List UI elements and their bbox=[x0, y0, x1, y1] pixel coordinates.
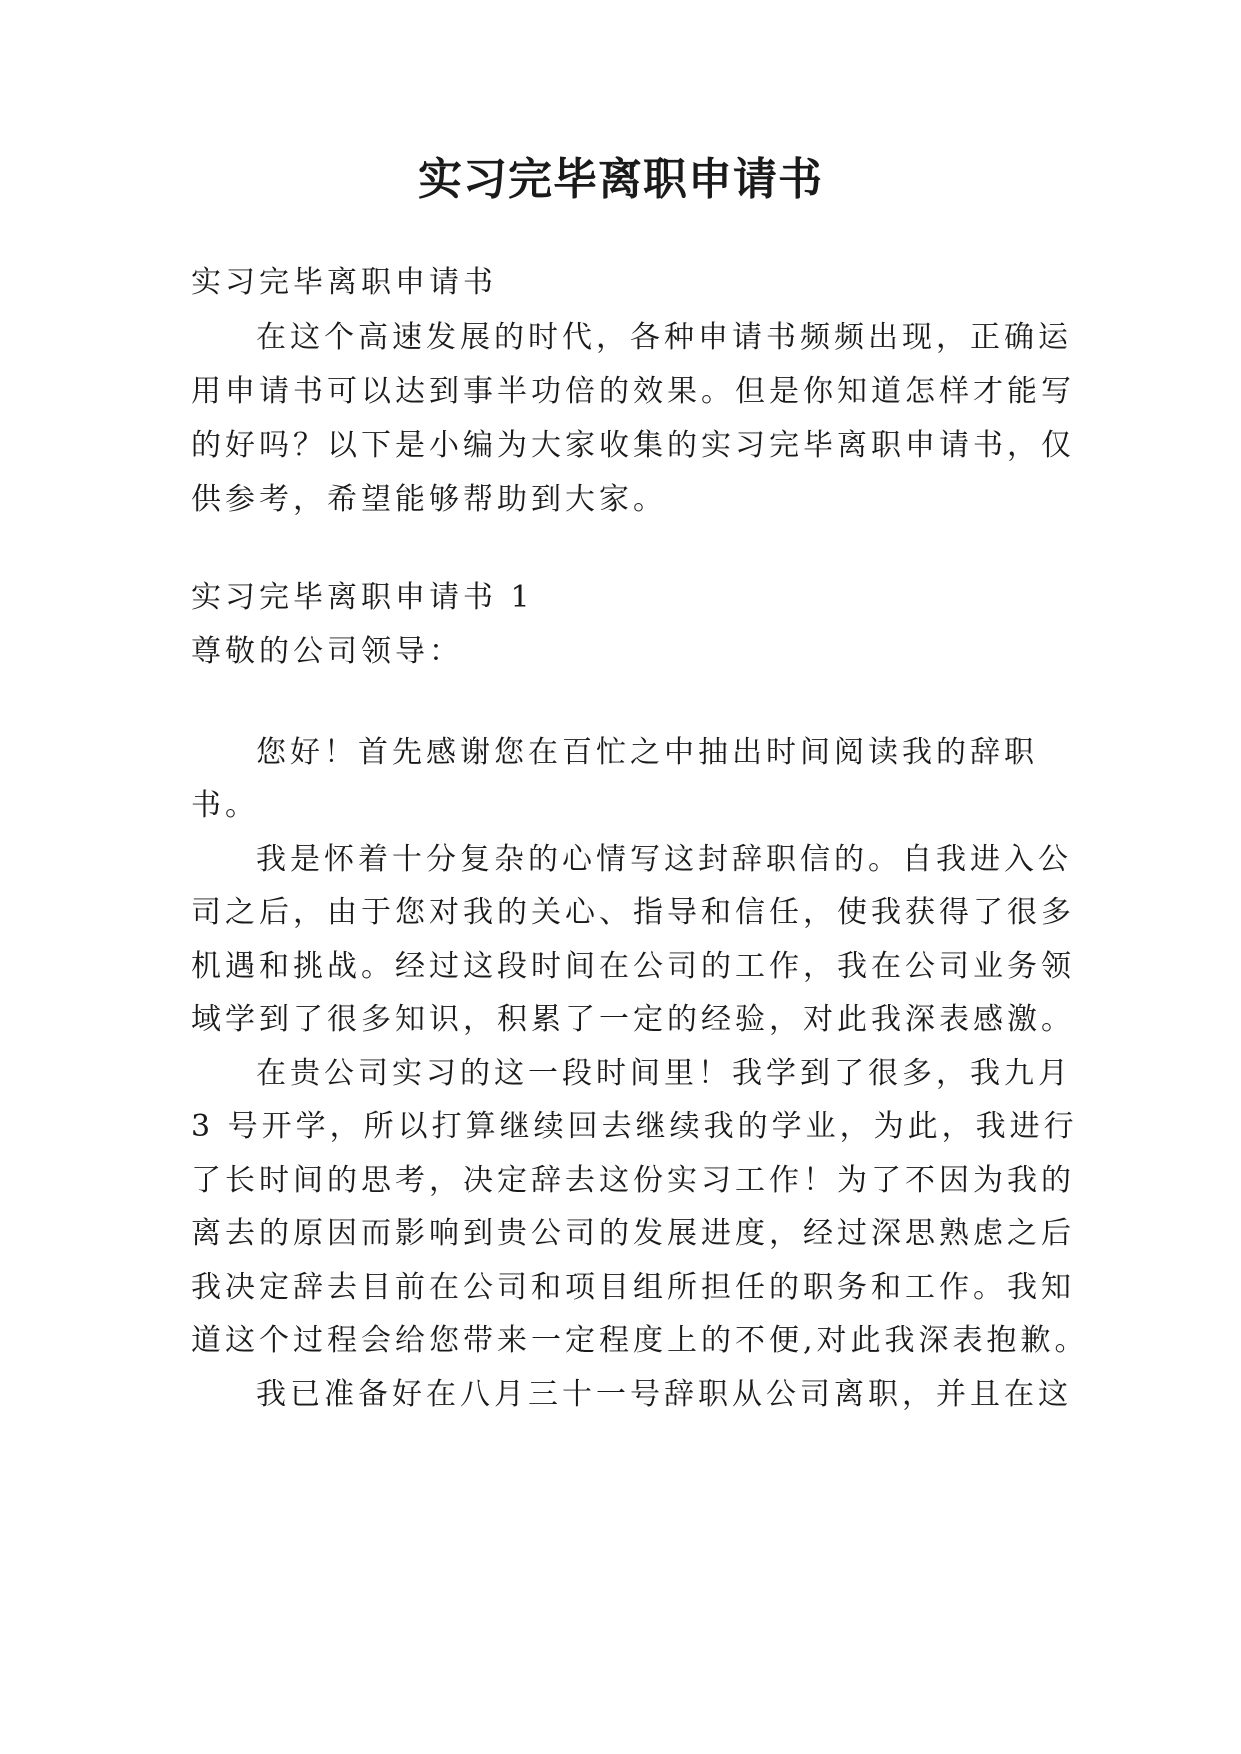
body-line: 书。 bbox=[191, 788, 259, 823]
body-line: 机遇和挑战。经过这段时间在公司的工作，我在公司业务领 bbox=[191, 949, 1075, 984]
body-line: 我已准备好在八月三十一号辞职从公司离职，并且在这 bbox=[256, 1377, 1072, 1412]
body-line: 我是怀着十分复杂的心情写这封辞职信的。自我进入公 bbox=[256, 842, 1072, 877]
intro-line: 在这个高速发展的时代，各种申请书频频出现，正确运 bbox=[256, 320, 1072, 355]
body-line: 域学到了很多知识，积累了一定的经验，对此我深表感激。 bbox=[191, 1002, 1075, 1037]
intro-line: 供参考，希望能够帮助到大家。 bbox=[191, 482, 667, 517]
body-line: 3 号开学，所以打算继续回去继续我的学业，为此，我进行 bbox=[191, 1109, 1078, 1144]
body-line: 您好！首先感谢您在百忙之中抽出时间阅读我的辞职 bbox=[256, 735, 1038, 770]
intro-line: 的好吗？以下是小编为大家收集的实习完毕离职申请书，仅 bbox=[191, 428, 1075, 463]
salutation: 尊敬的公司领导： bbox=[191, 634, 463, 669]
section-heading: 实习完毕离职申请书 1 bbox=[191, 580, 534, 615]
body-line: 了长时间的思考，决定辞去这份实习工作！为了不因为我的 bbox=[191, 1163, 1075, 1198]
body-line: 离去的原因而影响到贵公司的发展进度，经过深思熟虑之后 bbox=[191, 1216, 1075, 1251]
subtitle-line: 实习完毕离职申请书 bbox=[191, 265, 497, 300]
body-line: 我决定辞去目前在公司和项目组所担任的职务和工作。我知 bbox=[191, 1270, 1075, 1305]
body-line: 道这个过程会给您带来一定程度上的不便,对此我深表抱歉。 bbox=[191, 1323, 1089, 1358]
document-title: 实习完毕离职申请书 bbox=[418, 154, 823, 205]
body-line: 司之后，由于您对我的关心、指导和信任，使我获得了很多 bbox=[191, 895, 1075, 930]
body-line: 在贵公司实习的这一段时间里！我学到了很多，我九月 bbox=[256, 1056, 1072, 1091]
intro-line: 用申请书可以达到事半功倍的效果。但是你知道怎样才能写 bbox=[191, 374, 1075, 409]
